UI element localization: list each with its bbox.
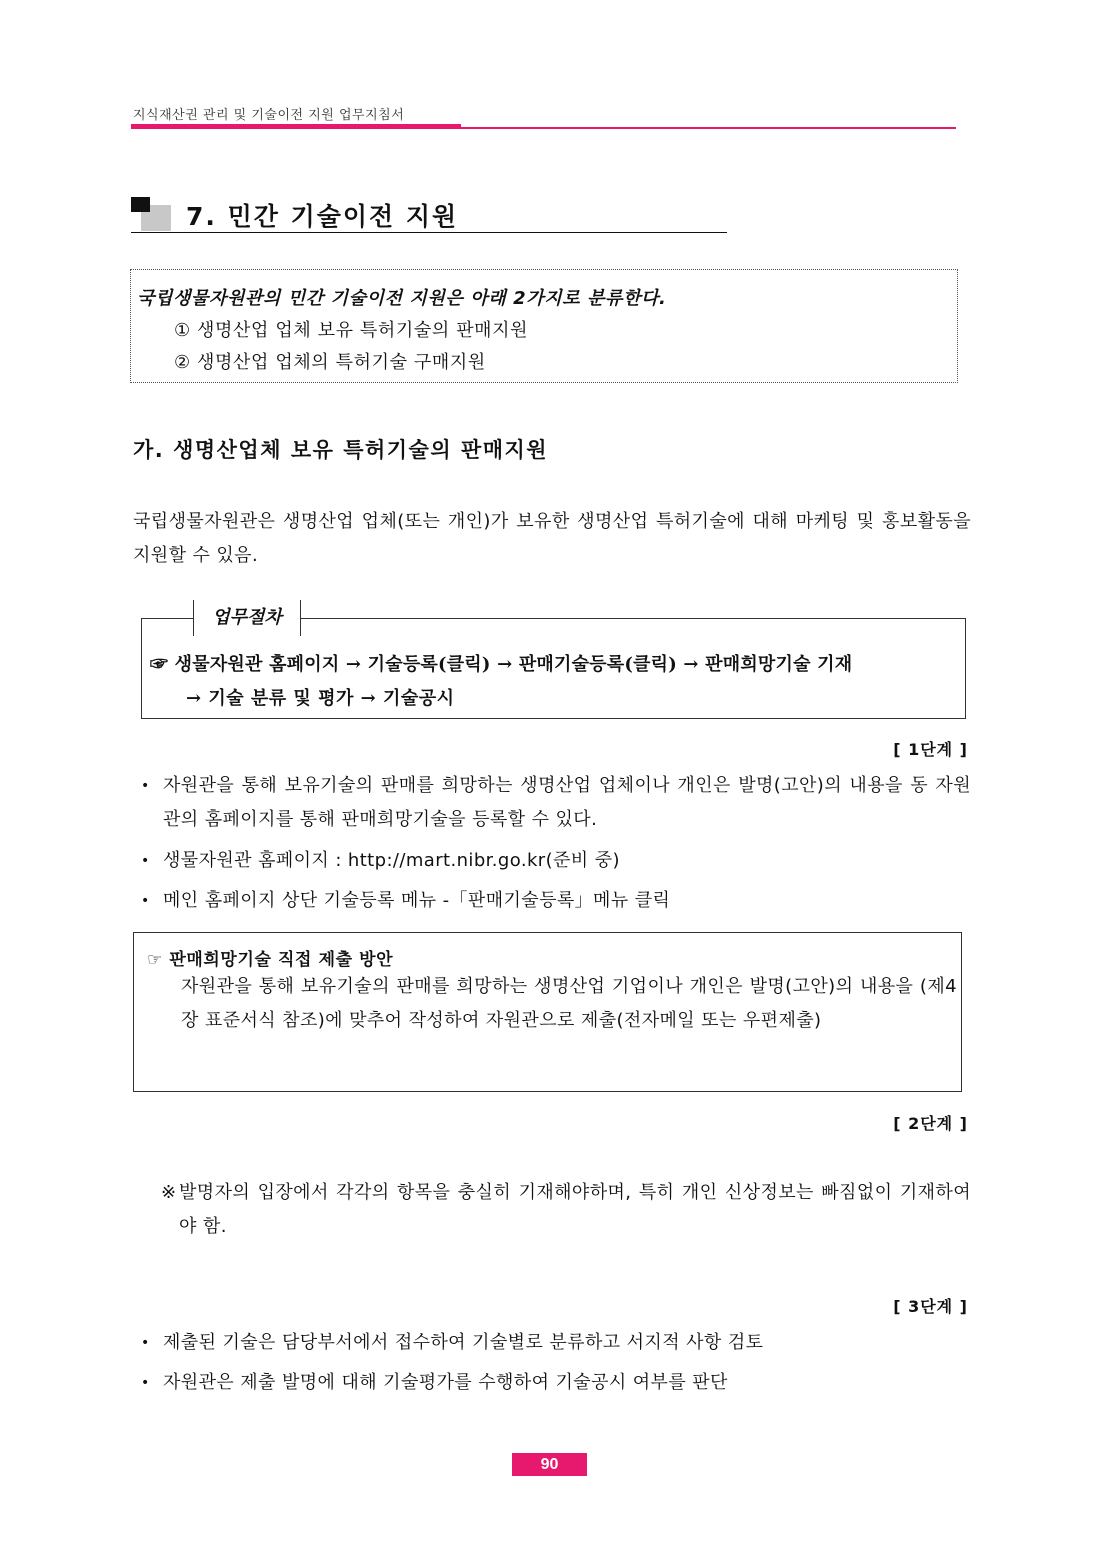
bullet-dot: • bbox=[141, 1375, 150, 1391]
bullet-dot: • bbox=[141, 853, 150, 869]
stage-label: [ 2단계 ] bbox=[893, 1114, 968, 1133]
bullet-item bbox=[141, 1366, 971, 1400]
note-text: 발명자의 입장에서 각각의 항목을 충실히 기재해야하며, 특히 개인 신상정보는 빠짐없이 기재하여야 함. bbox=[179, 1182, 971, 1237]
stage-label: [ 3단계 ] bbox=[893, 1297, 968, 1316]
procedure-label: 업무절차 bbox=[193, 600, 301, 636]
procedure-step-line: → 기술 분류 및 평가 → 기술공시 bbox=[186, 688, 455, 709]
header-rule-accent bbox=[131, 124, 461, 129]
section-marker-black bbox=[131, 197, 150, 212]
page-number: 90 bbox=[512, 1453, 587, 1476]
bullet-item bbox=[141, 1326, 971, 1360]
stage-label: [ 1단계 ] bbox=[893, 740, 968, 759]
direct-submission-title: ☞ 판매희망기술 직접 제출 방안 bbox=[147, 950, 394, 970]
summary-item: ① 생명산업 업체 보유 특허기술의 판매지원 bbox=[174, 320, 529, 341]
summary-item: ② 생명산업 업체의 특허기술 구매지원 bbox=[174, 352, 486, 373]
procedure-step-line: ☞ 생물자원관 홈페이지 → 기술등록(클릭) → 판매기술등록(클릭) → 판매희망기술 기재 bbox=[150, 654, 853, 675]
section-title-underline bbox=[131, 232, 727, 233]
bullet-item bbox=[141, 844, 971, 878]
note-mark: ※ bbox=[161, 1182, 177, 1203]
bullet-text: 자원관을 통해 보유기술의 판매를 희망하는 생명산업 업체이나 개인은 발명(고안)의 내용을 동 자원관의 홈페이지를 통해 판매희망기술을 등록할 수 있다. bbox=[163, 775, 971, 830]
bullet-dot: • bbox=[141, 893, 150, 909]
note bbox=[161, 1176, 971, 1244]
bullet-item bbox=[141, 884, 971, 918]
running-header: 지식재산권 관리 및 기술이전 지원 업무지침서 bbox=[133, 108, 405, 123]
direct-submission-body: 자원관을 통해 보유기술의 판매를 희망하는 생명산업 기업이나 개인은 발명(고안)의 내용을 (제4장 표준서식 참조)에 맞추어 작성하여 자원관으로 제출(전자메일 또는 우편제출) bbox=[181, 976, 957, 1031]
summary-title: 국립생물자원관의 민간 기술이전 지원은 아래 2가지로 분류한다. bbox=[137, 288, 667, 309]
bullet-dot: • bbox=[141, 778, 150, 794]
subsection-title: 가. 생명산업체 보유 특허기술의 판매지원 bbox=[133, 438, 549, 462]
intro-paragraph: 국립생물자원관은 생명산업 업체(또는 개인)가 보유한 생명산업 특허기술에 대해 마케팅 및 홍보활동을 지원할 수 있음. bbox=[133, 511, 971, 566]
bullet-text: 제출된 기술은 담당부서에서 접수하여 기술별로 분류하고 서지적 사항 검토 bbox=[163, 1332, 764, 1353]
bullet-text: 자원관은 제출 발명에 대해 기술평가를 수행하여 기술공시 여부를 판단 bbox=[163, 1372, 728, 1393]
bullet-text: 생물자원관 홈페이지 : http://mart.nibr.go.kr(준비 중) bbox=[163, 850, 620, 871]
bullet-text: 메인 홈페이지 상단 기술등록 메뉴 -「판매기술등록」메뉴 클릭 bbox=[163, 890, 671, 911]
section-title: 7. 민간 기술이전 지원 bbox=[186, 202, 459, 231]
bullet-dot: • bbox=[141, 1335, 150, 1351]
bullet-item bbox=[141, 769, 971, 837]
